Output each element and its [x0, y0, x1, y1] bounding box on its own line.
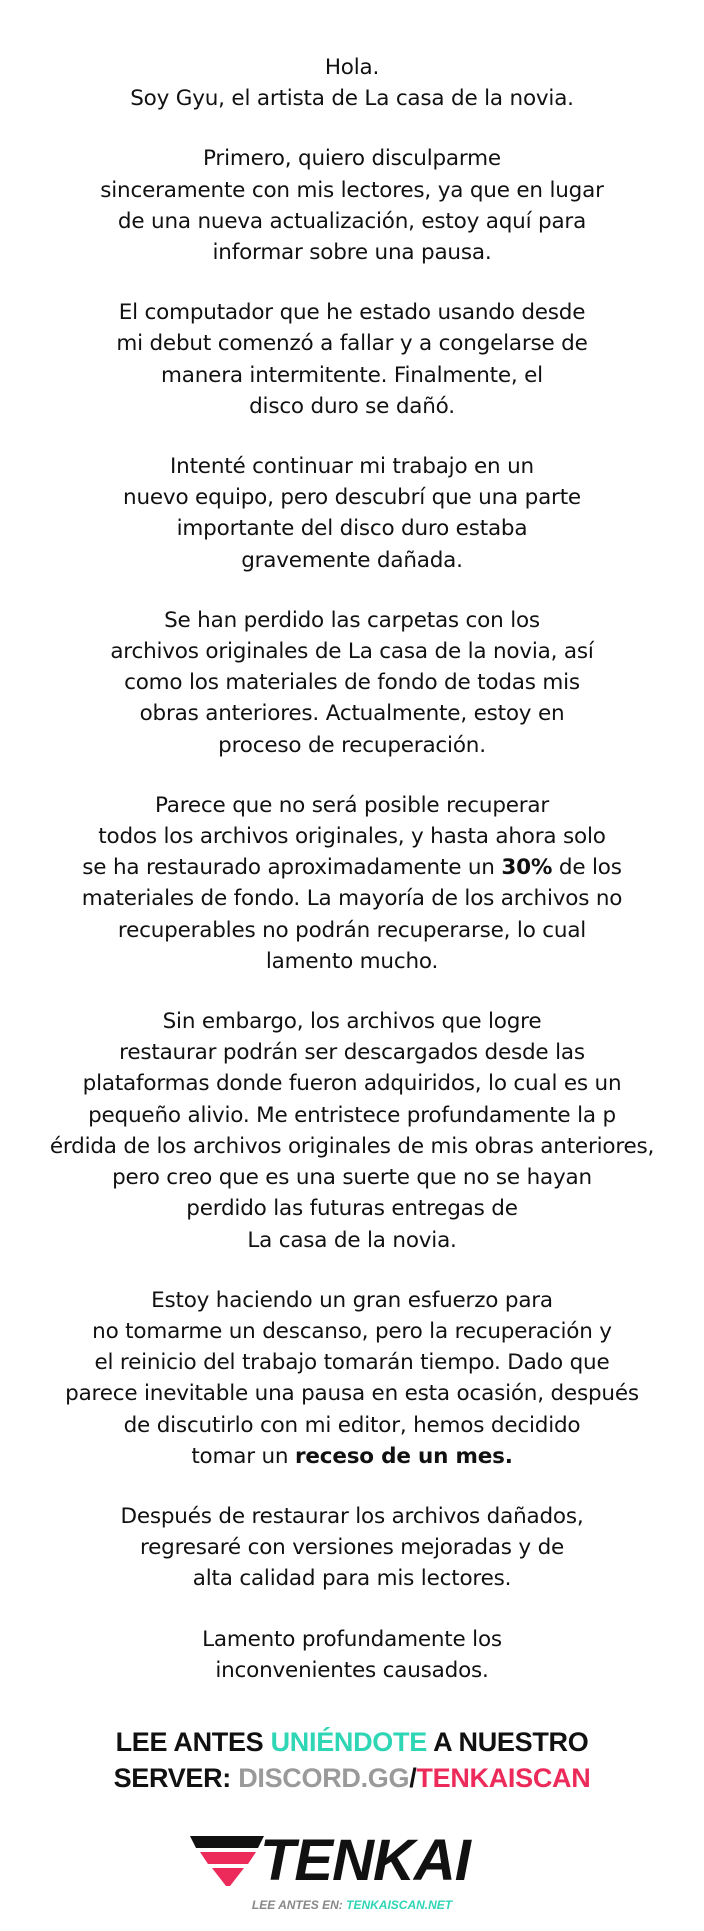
paragraph-hiatus — [0, 1285, 704, 1472]
read-first-footer — [0, 1898, 704, 1912]
text-line: La casa de la novia. — [247, 1227, 457, 1253]
text-line: Sin embargo, los archivos que logre — [162, 1009, 542, 1035]
discord-domain: DISCORD.GG — [238, 1763, 410, 1793]
text-line: obras anteriores. Actualmente, estoy en — [139, 701, 565, 727]
promo-text: SERVER: — [113, 1763, 239, 1793]
text-line: mi debut comenzó a fallar y a congelarse de — [116, 331, 588, 357]
text-line: Después de restaurar los archivos dañados, — [120, 1503, 584, 1529]
text-line: El computador que he estado usando desde — [118, 300, 586, 326]
text-line: inconvenientes causados. — [215, 1657, 489, 1683]
discord-promo — [0, 1724, 704, 1796]
paragraph-greeting — [0, 52, 704, 114]
text-line: érdida de los archivos originales de mis obras anteriores, — [49, 1133, 655, 1159]
paragraph-computer-failure — [0, 297, 704, 422]
text-line: nuevo equipo, pero descubrí que una parte — [123, 485, 581, 511]
tenkai-chevron-icon — [186, 1830, 266, 1892]
paragraph-lost-folders — [0, 605, 704, 761]
text-line: perdido las futuras entregas de — [186, 1196, 518, 1222]
paragraph-closing — [0, 1624, 704, 1686]
text-line: Hola. — [324, 55, 380, 80]
logo-stripe-middle — [200, 1852, 256, 1864]
site-link[interactable]: TENKAISCAN.NET — [346, 1898, 453, 1912]
text-line: materiales de fondo. La mayoría de los archivos no — [81, 886, 623, 912]
text-line: Lamento profundamente los — [202, 1626, 502, 1652]
text-line: todos los archivos originales, y hasta ahora solo — [98, 824, 606, 850]
text-line: como los materiales de fondo de todas mis — [124, 670, 580, 696]
announcement-letter — [0, 52, 704, 1715]
text-line: regresaré con versiones mejoradas y de — [139, 1535, 565, 1561]
logo-stripe-bottom — [212, 1868, 244, 1886]
text-line: Intenté continuar mi trabajo en un — [170, 454, 534, 480]
discord-server-name: TENKAISCAN — [416, 1763, 591, 1793]
tenkai-logo — [186, 1830, 526, 1892]
hiatus-duration-highlight: receso de un mes. — [295, 1443, 513, 1469]
text-segment: se ha restaurado aproximadamente un — [82, 855, 502, 881]
text-line: informar sobre una pausa. — [212, 240, 492, 266]
text-line: alta calidad para mis lectores. — [192, 1566, 512, 1592]
text-line: plataformas donde fueron adquiridos, lo cual es un — [82, 1071, 622, 1097]
text-line: pero creo que es una suerte que no se hayan — [112, 1165, 592, 1191]
text-line: recuperables no podrán recuperarse, lo cual — [117, 917, 587, 943]
text-line: manera intermitente. Finalmente, el — [161, 362, 543, 388]
promo-line-1 — [0, 1724, 704, 1760]
tenkai-wordmark: TENKAI — [260, 1828, 470, 1893]
discord-slash: / — [409, 1763, 417, 1793]
text-line: proceso de recuperación. — [218, 732, 486, 758]
discord-link[interactable] — [238, 1763, 590, 1793]
text-segment: tomar un — [191, 1443, 295, 1469]
text-line: no tomarme un descanso, pero la recuperación y — [92, 1318, 612, 1344]
paragraph-new-equipment — [0, 451, 704, 576]
text-line: gravemente dañada. — [241, 547, 463, 573]
text-line: Soy Gyu, el artista de La casa de la novia. — [130, 86, 574, 112]
text-line — [0, 852, 704, 883]
paragraph-return — [0, 1501, 704, 1595]
text-line: Parece que no será posible recuperar — [154, 792, 550, 818]
promo-highlight: UNIÉNDOTE — [270, 1727, 427, 1757]
text-line: sinceramente con mis lectores, ya que en lugar — [100, 177, 604, 203]
text-line: Se han perdido las carpetas con los — [164, 607, 540, 633]
text-line: lamento mucho. — [265, 948, 439, 974]
promo-text: LEE ANTES — [115, 1727, 271, 1757]
percentage-highlight: 30% — [501, 855, 553, 881]
text-segment: de los — [552, 855, 622, 881]
text-line: el reinicio del trabajo tomarán tiempo. Dado que — [94, 1350, 610, 1376]
text-line — [0, 1441, 704, 1472]
text-line: Primero, quiero disculparme — [203, 146, 501, 172]
text-line: disco duro se dañó. — [249, 393, 455, 419]
logo-stripe-top — [190, 1836, 264, 1848]
paragraph-recovery-status — [0, 790, 704, 977]
read-first-label: LEE ANTES EN: — [251, 1898, 347, 1912]
paragraph-apology — [0, 143, 704, 268]
text-line: de una nueva actualización, estoy aquí para — [117, 208, 587, 234]
text-line: importante del disco duro estaba — [176, 516, 528, 542]
text-line: restaurar podrán ser descargados desde las — [119, 1040, 585, 1066]
promo-text: A NUESTRO — [426, 1727, 589, 1757]
text-line: parece inevitable una pausa en esta ocasión, después — [65, 1381, 639, 1407]
text-line: pequeño alivio. Me entristece profundamente la p — [88, 1102, 616, 1128]
text-line: Estoy haciendo un gran esfuerzo para — [151, 1287, 553, 1313]
paragraph-downloads — [0, 1006, 704, 1256]
text-line: archivos originales de La casa de la novia, así — [110, 639, 594, 665]
promo-line-2 — [0, 1760, 704, 1796]
text-line: de discutirlo con mi editor, hemos decidido — [123, 1412, 581, 1438]
